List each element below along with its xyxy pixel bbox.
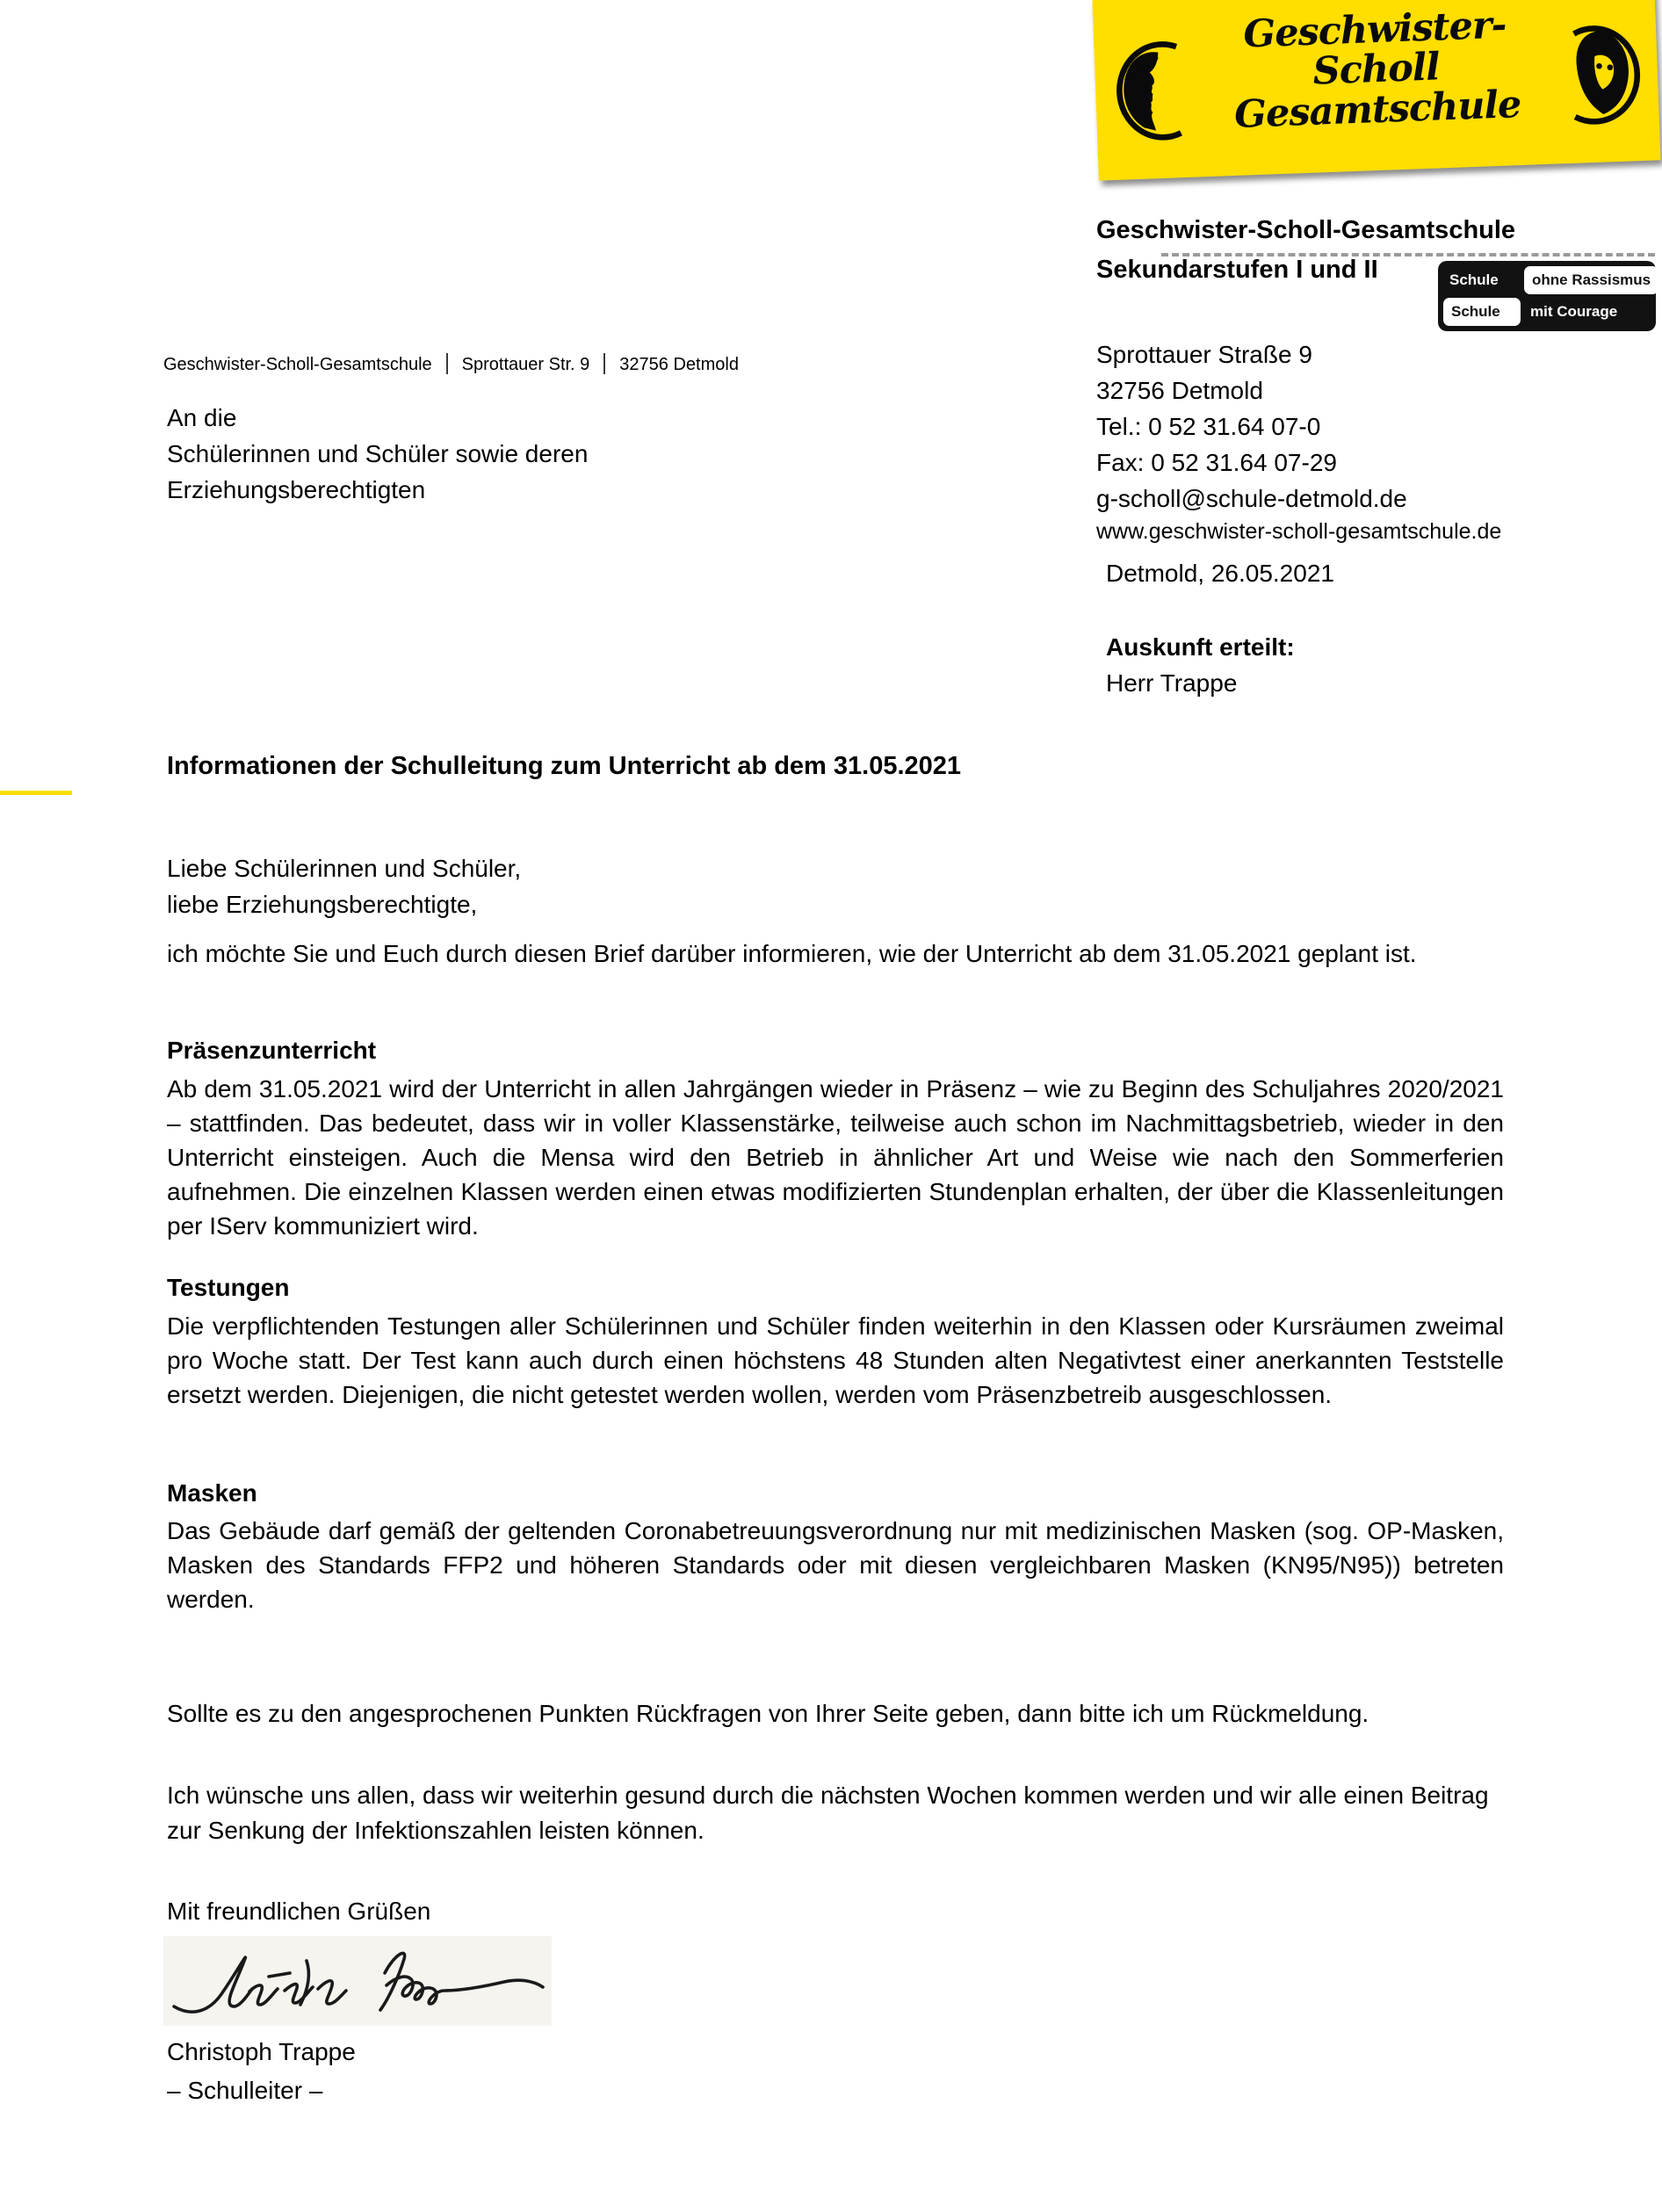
recipient-line: Schülerinnen und Schüler sowie deren [167,440,589,467]
return-city: 32756 Detmold [619,355,739,374]
address-fax: Fax: 0 52 31.64 07-29 [1096,449,1337,476]
address-phone: Tel.: 0 52 31.64 07-0 [1096,413,1321,440]
address-street: Sprottauer Straße 9 [1096,341,1312,368]
badge-row2-left: Schule [1443,298,1521,326]
intro-paragraph: ich möchte Sie und Euch durch diesen Brief darüber informieren, wie der Unterricht ab dem 31.05.2021 geplant ist. [167,940,1417,967]
header-school-name: Geschwister-Scholl-Gesamtschule [1096,216,1516,244]
section-title-masken: Masken [167,1479,257,1507]
section-title-testungen: Testungen [167,1274,290,1301]
recipient-line: Erziehungsberechtigten [167,476,426,503]
signature-image [163,1936,552,2026]
salutation-line: liebe Erziehungsberechtigte, [167,891,478,918]
signer-role: – Schulleiter – [167,2077,323,2104]
schule-ohne-rassismus-badge [1438,261,1656,331]
signature-stroke [163,1936,552,2026]
salutation-line: Liebe Schülerinnen und Schüler, [167,855,522,882]
return-address-line [163,353,739,375]
subject-line: Informationen der Schulleitung zum Unterricht ab dem 31.05.2021 [167,752,962,780]
section-text-praesenzunterricht: Ab dem 31.05.2021 wird der Unterricht in allen Jahrgängen wieder in Präsenz – wie zu Beginn des Schuljahres 2020/2021 – stattfinden. Das bedeutet, dass wir in voller Klassenstärke, teilweise auch schon im Nachmittagsbetrieb, wieder in den Unterricht einsteigen. Auch die Mensa wird den Betrieb in ähnlicher Art und Weise wie nach den Sommerferien aufnehmen. Die einzelnen Klassen werden einen etwas modifizierten Stundenplan erhalten, der über die Klassenleitungen per IServ kommuniziert wird. [167,1075,1504,1240]
section-text-testungen: Die verpflichtenden Testungen aller Schülerinnen und Schüler finden weiterhin in den Klassen oder Kursräumen zweimal pro Woche statt. Der Test kann auch durch einen höchstens 48 Stunden alten Negativtest einer anerkannten Teststelle ersetzt werden. Diejenigen, die nicht getestet werden wollen, werden vom Präsenzbetreib ausgeschlossen. [167,1312,1504,1408]
school-logo [1092,0,1660,181]
logo-line1: Geschwister-Scholl [1242,3,1507,95]
separator-bar [603,353,605,374]
regards-line: Mit freundlichen Grüßen [167,1898,431,1925]
header-subtitle: Sekundarstufen I und II [1096,256,1378,284]
address-city: 32756 Detmold [1096,377,1263,404]
signer-name: Christoph Trappe [167,2038,356,2065]
contact-label: Auskunft erteilt: [1106,633,1295,661]
fold-mark [0,791,72,795]
return-school: Geschwister-Scholl-Gesamtschule [163,355,432,374]
badge-row1-right: ohne Rassismus [1524,266,1658,294]
closing-paragraph: Sollte es zu den angesprochenen Punkten Rückfragen von Ihrer Seite geben, dann bitte ich um Rückmeldung. [167,1700,1369,1727]
badge-row2-right: mit Courage [1530,303,1618,320]
section-text-masken: Das Gebäude darf gemäß der geltenden Coronabetreuungsverordnung nur mit medizinischen Masken (sog. OP-Masken, Masken des Standards FFP2 und höheren Standards oder mit diesen vergleichbaren Masken (KN95/N95)) betreten werden. [167,1517,1504,1613]
hans-scholl-portrait-icon [1108,35,1203,146]
contact-name: Herr Trappe [1106,669,1238,697]
closing-paragraph: Ich wünsche uns allen, dass wir weiterhin gesund durch die nächsten Wochen kommen werden und wir alle einen Beitrag zur Senkung der Infektionszahlen leisten können. [167,1782,1489,1844]
recipient-line: An die [167,404,237,431]
school-website: www.geschwister-scholl-gesamtschule.de [1096,519,1502,544]
return-street: Sprottauer Str. 9 [461,355,590,374]
address-email: g-scholl@schule-detmold.de [1096,485,1407,512]
salutation [167,850,521,922]
separator-bar [446,353,448,374]
sophie-scholl-portrait-icon [1550,19,1645,130]
school-address-block [1096,336,1407,517]
dateline: Detmold, 26.05.2021 [1106,560,1334,587]
logo-line2: Gesamtschule [1233,82,1522,137]
section-title-praesenzunterricht: Präsenzunterricht [167,1037,377,1064]
logo-wordmark [1198,4,1555,161]
badge-row1-left: Schule [1449,271,1499,288]
recipient-block [167,400,588,508]
